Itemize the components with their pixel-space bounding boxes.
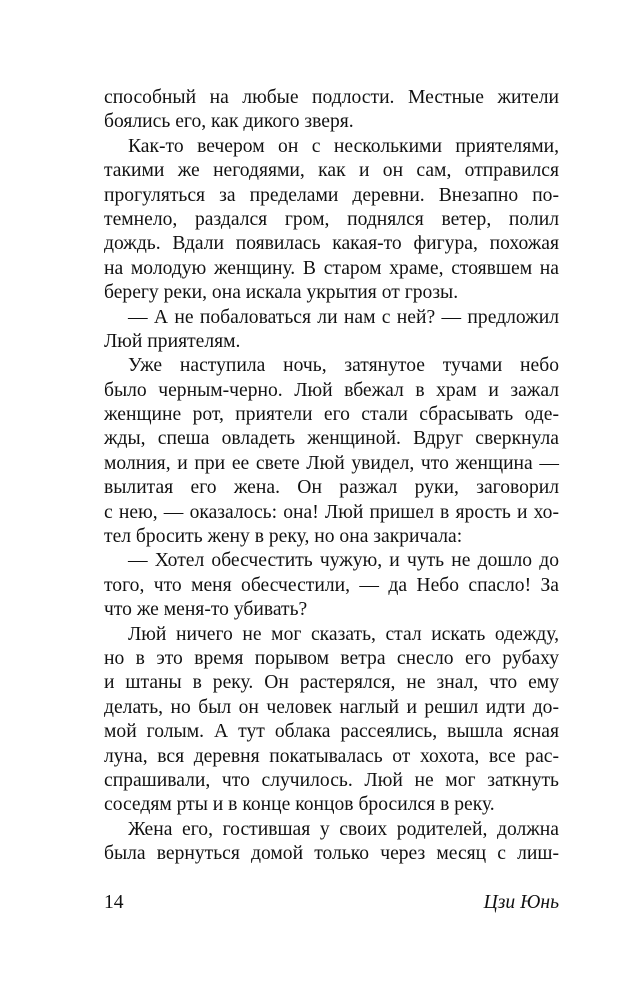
paragraph <box>104 354 559 549</box>
page-body <box>104 86 559 867</box>
text-line: боялись его, как дикого зверя. <box>104 111 354 133</box>
text-line: такими же негодяями, как и он сам, отправился <box>104 160 559 182</box>
paragraph <box>104 623 559 818</box>
text-line: прогуляться за пределами деревни. Внезапно по- <box>104 184 559 206</box>
text-line: делать, но был он человек наглый и решил идти до- <box>104 696 559 718</box>
text-line: Как-то вечером он с несколькими приятелями, <box>128 135 559 157</box>
paragraph <box>104 818 559 867</box>
text-line: но в это время порывом ветра снесло его рубаху <box>104 647 559 669</box>
text-line: соседям рты и в конце концов бросился в реку. <box>104 794 495 816</box>
text-line: Люй ничего не мог сказать, стал искать одежду, <box>128 623 559 645</box>
paragraph <box>104 306 559 355</box>
text-line: была вернуться домой только через месяц с лиш- <box>104 843 559 865</box>
paragraph <box>104 86 559 135</box>
text-line: тел бросить жену в реку, но она закричала: <box>104 526 463 548</box>
text-line: с нею, — оказалось: она! Люй пришел в ярость и хо- <box>104 501 559 523</box>
text-line: жды, спеша овладеть женщиной. Вдруг сверкнула <box>104 428 559 450</box>
running-author: Цзи Юнь <box>483 892 559 913</box>
text-line: Люй приятелям. <box>104 330 241 352</box>
text-line: Жена его, гостившая у своих родителей, должна <box>128 818 559 840</box>
text-line: луна, вся деревня покатывалась от хохота, все рас- <box>104 745 559 767</box>
page-number: 14 <box>104 892 124 913</box>
text-line: того, что меня обесчестили, — да Небо спасло! За <box>104 574 559 596</box>
text-line: мой голым. А тут облака рассеялись, вышла ясная <box>104 721 559 743</box>
text-line: спрашивали, что случилось. Люй не мог заткнуть <box>104 769 559 791</box>
text-line: дождь. Вдали появилась какая-то фигура, похожая <box>104 233 559 255</box>
text-line: — А не побаловаться ли нам с ней? — предложил <box>128 306 559 328</box>
text-line: молния, и при ее свете Люй увидел, что женщина — <box>104 452 559 474</box>
text-line: и штаны в реку. Он растерялся, не знал, что ему <box>104 672 559 694</box>
text-line: что же меня-то убивать? <box>104 599 308 621</box>
text-line: было черным-черно. Люй вбежал в храм и зажал <box>104 379 559 401</box>
text-line: женщине рот, приятели его стали сбрасывать оде- <box>104 404 559 426</box>
text-line: темнело, раздался гром, поднялся ветер, полил <box>104 208 559 230</box>
paragraph <box>104 549 559 622</box>
page-footer <box>104 891 559 915</box>
text-line: Уже наступила ночь, затянутое тучами небо <box>128 355 559 377</box>
text-line: способный на любые подлости. Местные жители <box>104 87 559 108</box>
text-line: вылитая его жена. Он разжал руки, заговорил <box>104 477 559 499</box>
text-line: на молодую женщину. В старом храме, стоявшем на <box>104 257 559 279</box>
text-line: берегу реки, она искала укрытия от грозы. <box>104 282 459 304</box>
text-line: — Хотел обесчестить чужую, и чуть не дошло до <box>128 550 559 572</box>
paragraph <box>104 135 559 306</box>
